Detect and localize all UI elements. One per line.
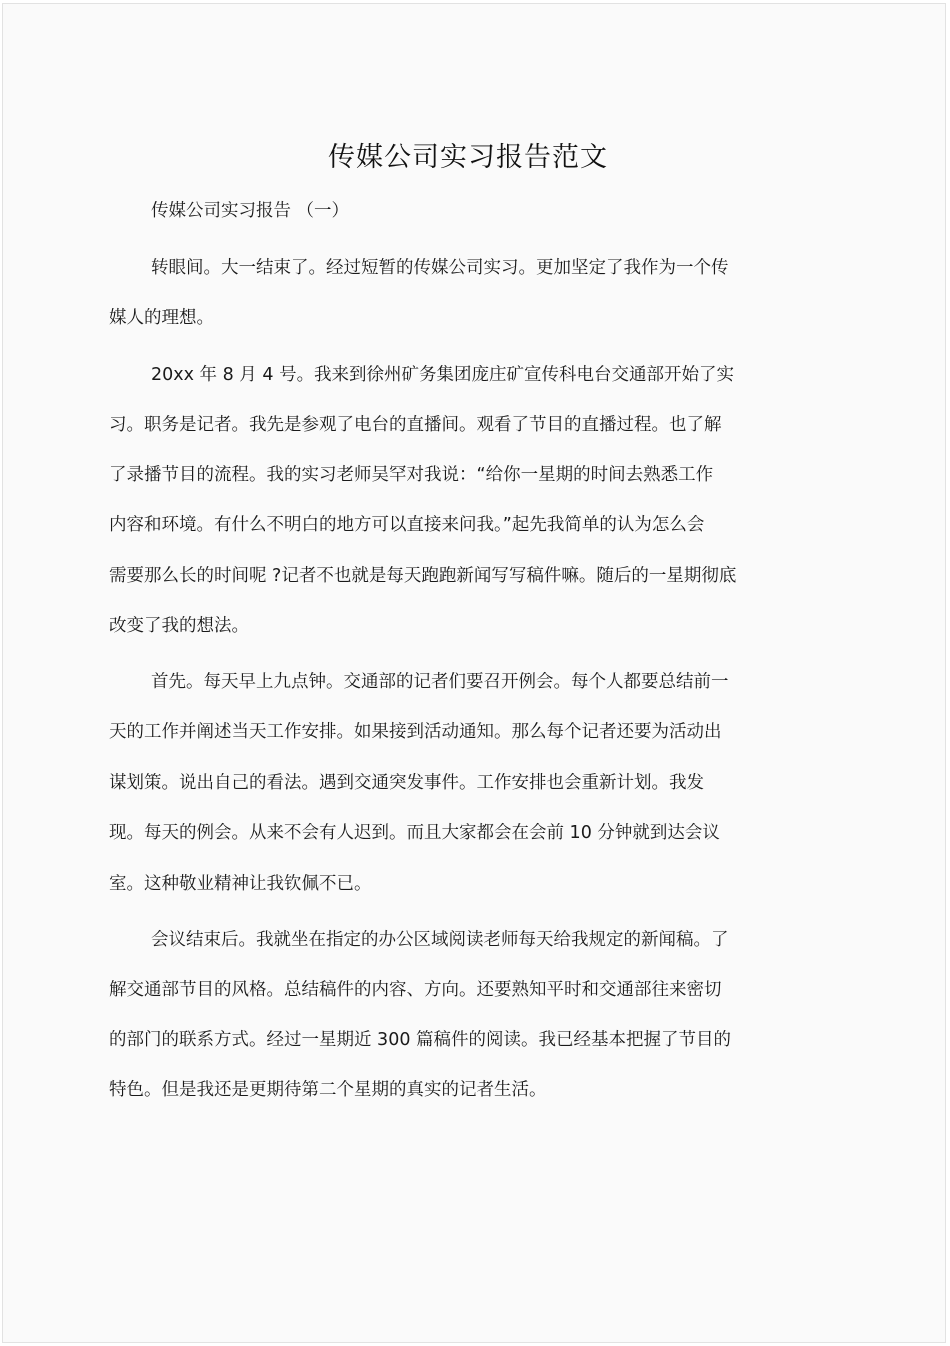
paragraph-line: 需要那么长的时间呢 ?记者不也就是每天跑跑新闻写写稿件嘛。随后的一星期彻底: [109, 566, 737, 586]
document-subtitle: 传媒公司实习报告 （一）: [151, 201, 350, 221]
paragraph-line: 天的工作并阐述当天工作安排。如果接到活动通知。那么每个记者还要为活动出: [109, 722, 722, 742]
paragraph-line: 媒人的理想。: [109, 308, 214, 328]
paragraph-line: 转眼间。大一结束了。经过短暂的传媒公司实习。更加坚定了我作为一个传: [151, 258, 729, 278]
paragraph-line: 改变了我的想法。: [109, 616, 249, 636]
paragraph-line: 20xx 年 8 月 4 号。我来到徐州矿务集团庞庄矿宣传科电台交通部开始了实: [151, 365, 735, 385]
paragraph-line: 了录播节目的流程。我的实习老师吴罕对我说：“给你一星期的时间去熟悉工作: [109, 465, 714, 485]
paragraph-line: 的部门的联系方式。经过一星期近 300 篇稿件的阅读。我已经基本把握了节目的: [109, 1030, 732, 1050]
paragraph-line: 习。职务是记者。我先是参观了电台的直播间。观看了节目的直播过程。也了解: [109, 415, 722, 435]
paragraph-line: 室。这种敬业精神让我钦佩不已。: [109, 874, 372, 894]
paragraph-line: 首先。每天早上九点钟。交通部的记者们要召开例会。每个人都要总结前一: [151, 672, 729, 692]
paragraph-line: 现。每天的例会。从来不会有人迟到。而且大家都会在会前 10 分钟就到达会议: [109, 823, 720, 843]
paragraph-line: 解交通部节目的风格。总结稿件的内容、方向。还要熟知平时和交通部往来密切: [109, 980, 722, 1000]
paragraph-line: 谋划策。说出自己的看法。遇到交通突发事件。工作安排也会重新计划。我发: [109, 773, 704, 793]
document-title: 传媒公司实习报告范文: [328, 142, 608, 173]
document-page: [2, 3, 946, 1343]
paragraph-line: 内容和环境。有什么不明白的地方可以直接来问我。”起先我简单的认为怎么会: [109, 515, 705, 535]
paragraph-line: 会议结束后。我就坐在指定的办公区域阅读老师每天给我规定的新闻稿。了: [151, 930, 729, 950]
paragraph-line: 特色。但是我还是更期待第二个星期的真实的记者生活。: [109, 1080, 547, 1100]
